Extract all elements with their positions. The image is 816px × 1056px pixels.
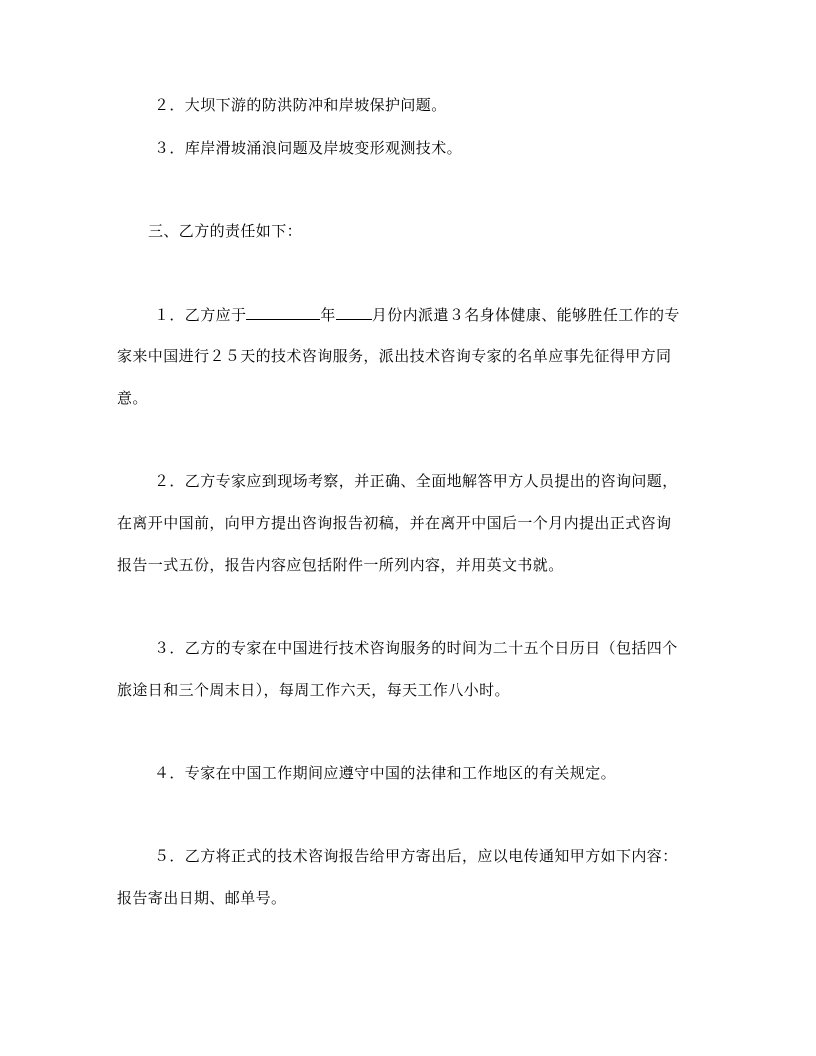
clause-4-line-1: ４．专家在中国工作期间应遵守中国的法律和工作地区的有关规定。 xyxy=(154,764,617,782)
item-2-flood-protection: ２．大坝下游的防洪防冲和岸坡保护问题。 xyxy=(154,96,447,114)
item-3-landslide-surge: ３．库岸滑坡涌浪问题及岸坡变形观测技术。 xyxy=(154,139,463,157)
clause-1-text-a: １．乙方应于 xyxy=(154,306,247,324)
clause-1-line-1 xyxy=(154,305,680,324)
month-blank xyxy=(336,305,372,320)
clause-5-line-2: 报告寄出日期、邮单号。 xyxy=(117,889,287,907)
clause-2-line-3: 报告一式五份，报告内容应包括附件一所列内容，并用英文书就。 xyxy=(117,556,564,574)
clause-1-line-3: 意。 xyxy=(117,389,148,407)
year-blank xyxy=(246,305,320,320)
clause-2-line-2: 在离开中国前，向甲方提出咨询报告初稿，并在离开中国后一个月内提出正式咨询 xyxy=(117,514,672,532)
section-heading-party-b-duties: 三、乙方的责任如下： xyxy=(148,222,303,240)
clause-3-line-1: ３．乙方的专家在中国进行技术咨询服务的时间为二十五个日历日（包括四个 xyxy=(154,639,678,657)
clause-3-line-2: 旅途日和三个周末日），每周工作六天，每天工作八小时。 xyxy=(117,681,510,699)
clause-2-line-1: ２．乙方专家应到现场考察，并正确、全面地解答甲方人员提出的咨询问题， xyxy=(154,472,678,490)
clause-1-text-b: 年 xyxy=(320,306,336,324)
clause-5-line-1: ５．乙方将正式的技术咨询报告给甲方寄出后，应以电传通知甲方如下内容： xyxy=(154,847,678,865)
clause-1-text-c: 月份内派遣３名身体健康、能够胜任工作的专 xyxy=(371,306,680,324)
clause-1-line-2: 家来中国进行２５天的技术咨询服务，派出技术咨询专家的名单应事先征得甲方同 xyxy=(117,347,672,365)
